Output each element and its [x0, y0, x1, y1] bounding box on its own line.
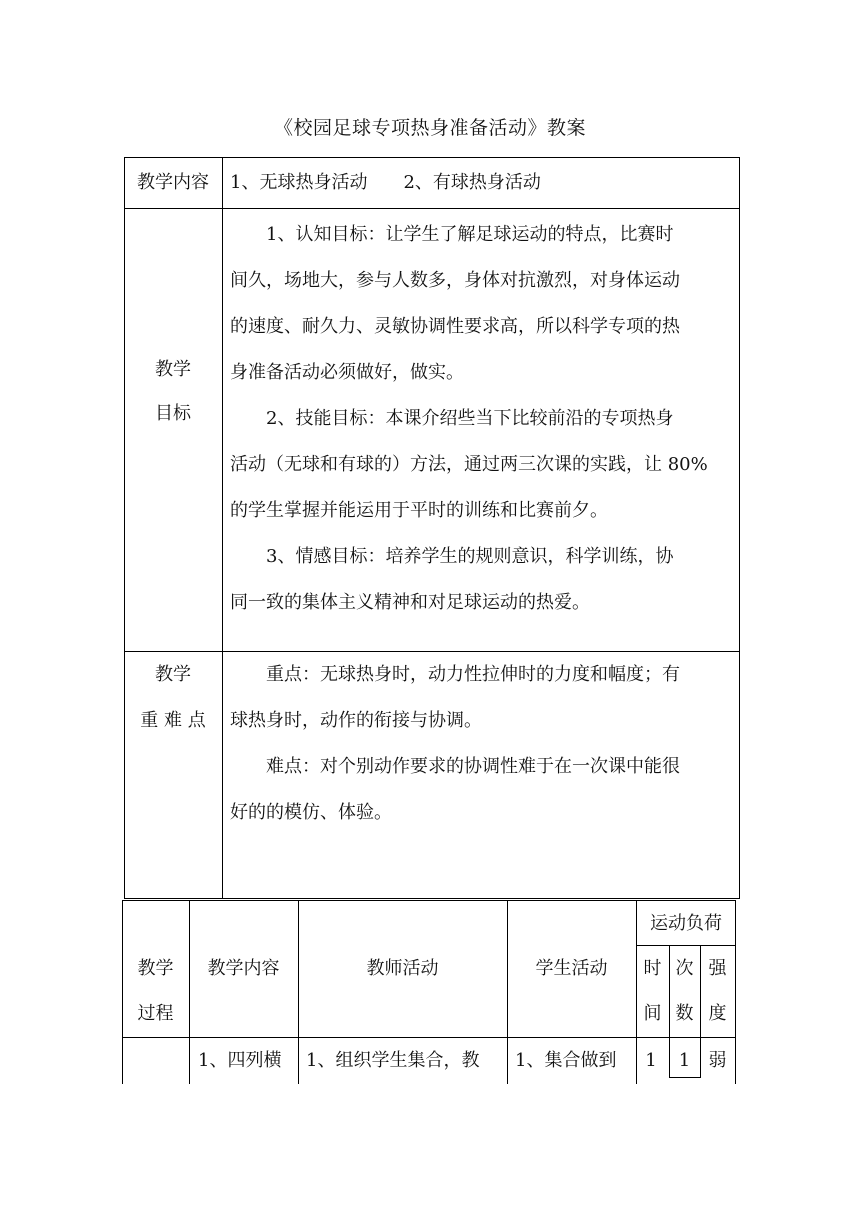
goals-line: 间久，场地大，参与人数多，身体对抗激烈，对身体运动: [230, 270, 680, 291]
key-line: 难点：对个别动作要求的协调性难于在一次课中能很: [230, 756, 680, 777]
row-student-cell: 1、集合做到: [515, 1050, 617, 1071]
process-header-line1: 教学: [137, 958, 174, 979]
key-label-line1: 教学: [155, 664, 191, 685]
intensity-header-line2: 度: [708, 1003, 727, 1024]
content-label: 教学内容: [137, 172, 209, 193]
count-header-line1: 次: [675, 958, 694, 979]
count-cell-bottom: [669, 1077, 700, 1078]
table1-right-border: [739, 157, 740, 899]
time-header-line2: 间: [643, 1003, 662, 1024]
row-content-cell: 1、四列横: [198, 1050, 282, 1071]
intensity-header-line1: 强: [708, 958, 727, 979]
table2-column-divider: [298, 900, 299, 1084]
exercise-load-header: 运动负荷: [650, 913, 722, 934]
table1-row-divider: [124, 208, 740, 209]
content-value: 1、无球热身活动 2、有球热身活动: [230, 172, 541, 193]
row-teacher-cell: 1、组织学生集合，教: [306, 1050, 480, 1071]
process-header-line2: 过程: [137, 1003, 174, 1024]
goals-line: 活动（无球和有球的）方法，通过两三次课的实践，让 80%: [230, 454, 708, 475]
goals-line: 身准备活动必须做好，做实。: [230, 362, 464, 383]
goals-line: 1、认知目标：让学生了解足球运动的特点，比赛时: [230, 224, 674, 245]
content-header: 教学内容: [207, 958, 280, 979]
goals-label-line2: 目标: [155, 403, 191, 424]
goals-line: 的学生掌握并能运用于平时的训练和比赛前夕。: [230, 500, 608, 521]
row-count-cell: 1: [678, 1050, 691, 1071]
goals-line: 3、情感目标：培养学生的规则意识，科学训练，协: [230, 546, 674, 567]
table1-column-divider: [222, 157, 223, 899]
row-time-cell: 1: [645, 1050, 657, 1071]
goals-line: 2、技能目标：本课介绍些当下比较前沿的专项热身: [230, 408, 674, 429]
key-label-line2: 重 难 点: [140, 710, 206, 731]
goals-line: 的速度、耐久力、灵敏协调性要求高，所以科学专项的热: [230, 316, 680, 337]
key-points-text: [230, 652, 680, 836]
load-header-divider: [636, 945, 736, 946]
student-activity-header: 学生活动: [535, 958, 608, 979]
document-title: 《校园足球专项热身准备活动》教案: [273, 117, 586, 139]
table1-left-border: [124, 157, 125, 899]
table2-column-divider: [189, 900, 190, 1084]
table1-top-border: [124, 157, 740, 158]
count-header-line2: 数: [675, 1003, 694, 1024]
goals-text: [230, 212, 708, 626]
key-line: 重点：无球热身时，动力性拉伸时的力度和幅度；有: [230, 664, 680, 685]
table2-top-border: [122, 900, 736, 901]
time-header-line1: 时: [643, 958, 662, 979]
table1-bottom-border: [124, 898, 740, 899]
key-line: 好的的模仿、体验。: [230, 802, 392, 823]
table2-header-bottom: [122, 1037, 736, 1038]
goals-line: 同一致的集体主义精神和对足球运动的热爱。: [230, 592, 590, 613]
row-intensity-cell: 弱: [708, 1050, 727, 1071]
key-line: 球热身时，动作的衔接与协调。: [230, 710, 482, 731]
teacher-activity-header: 教师活动: [366, 958, 439, 979]
table2-column-divider: [507, 900, 508, 1084]
goals-label-line1: 教学: [155, 359, 191, 380]
table2-left-border: [122, 900, 123, 1084]
